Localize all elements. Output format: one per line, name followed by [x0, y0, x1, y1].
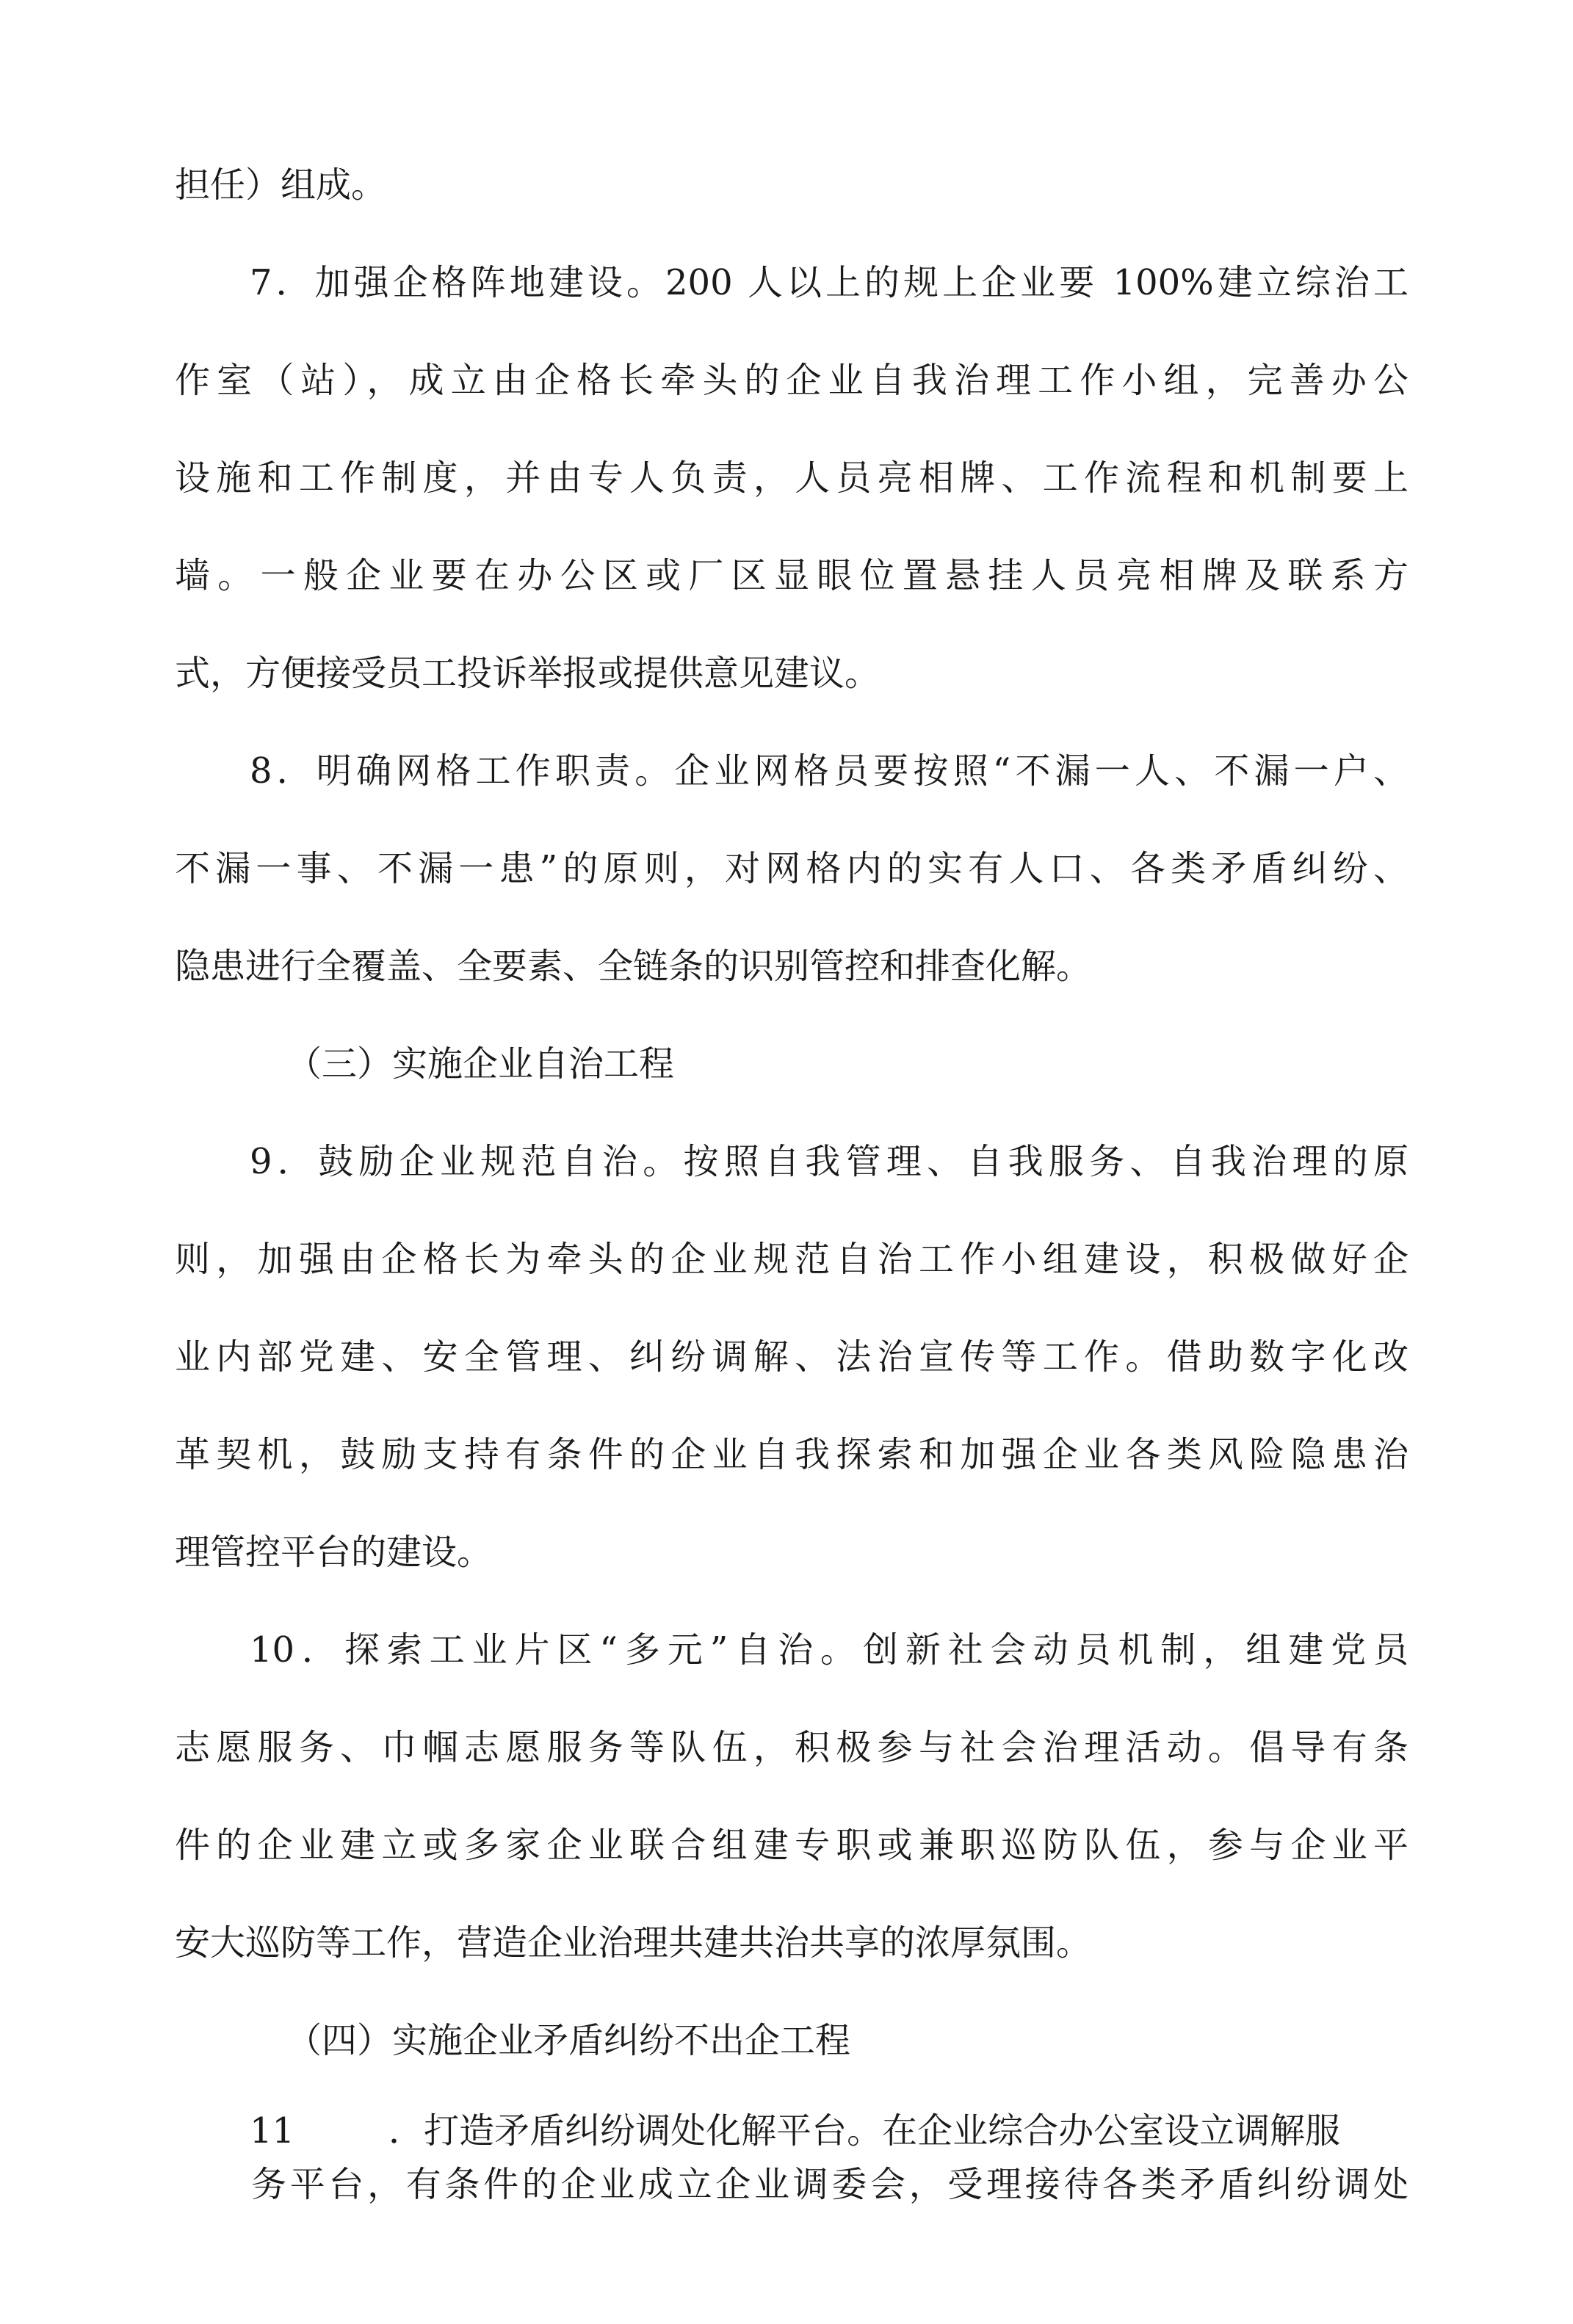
- paragraph-7-line-1: 7．加强企格阵地建设。200 人以上的规上企业要 100%建立综治工: [250, 262, 1409, 303]
- paragraph-10-line-4: 安大巡防等工作，营造企业治理共建共治共享的浓厚氛围。: [175, 1922, 1092, 1963]
- paragraph-6-tail-line: 担任）组成。: [175, 164, 387, 206]
- paragraph-9-line-5: 理管控平台的建设。: [175, 1532, 493, 1573]
- paragraph-10-line-1: 10．探索工业片区“多元”自治。创新社会动员机制，组建党员: [250, 1629, 1409, 1670]
- paragraph-11-line-1: [250, 2102, 1409, 2160]
- paragraph-10-line-3: 件的企业建立或多家企业联合组建专职或兼职巡防队伍，参与企业平: [175, 1825, 1409, 1866]
- paragraph-9-line-2: 则，加强由企格长为牵头的企业规范自治工作小组建设，积极做好企: [175, 1239, 1409, 1280]
- paragraph-10-line-2: 志愿服务、巾帼志愿服务等队伍，积极参与社会治理活动。倡导有条: [175, 1727, 1409, 1768]
- paragraph-7-line-4: 墙。一般企业要在办公区或厂区显眼位置悬挂人员亮相牌及联系方: [175, 555, 1409, 596]
- paragraph-9-line-4: 革契机，鼓励支持有条件的企业自我探索和加强企业各类风险隐患治: [175, 1434, 1409, 1475]
- paragraph-7-line-5: 式，方便接受员工投诉举报或提供意见建议。: [175, 653, 880, 694]
- section-heading-3: （三）实施企业自治工程: [286, 1043, 675, 1085]
- paragraph-11-line-1-text: ．打造矛盾纠纷调处化解平台。在企业综合办公室设立调解服: [388, 2110, 1341, 2151]
- paragraph-7-line-2: 作室（站），成立由企格长牵头的企业自我治理工作小组，完善办公: [175, 360, 1409, 401]
- paragraph-11-number: 11: [250, 2110, 295, 2151]
- paragraph-9-line-3: 业内部党建、安全管理、纠纷调解、法治宣传等工作。借助数字化改: [175, 1336, 1409, 1378]
- paragraph-8-line-3: 隐患进行全覆盖、全要素、全链条的识别管控和排查化解。: [175, 946, 1092, 987]
- paragraph-8-line-2: 不漏一事、不漏一患”的原则，对网格内的实有人口、各类矛盾纠纷、: [175, 848, 1409, 889]
- paragraph-11-line-2: 务平台，有条件的企业成立企业调委会，受理接待各类矛盾纠纷调处: [251, 2164, 1409, 2205]
- section-heading-4: （四）实施企业矛盾纠纷不出企工程: [286, 2020, 851, 2061]
- paragraph-7-line-3: 设施和工作制度，并由专人负责，人员亮相牌、工作流程和机制要上: [175, 457, 1409, 499]
- paragraph-9-line-1: 9．鼓励企业规范自治。按照自我管理、自我服务、自我治理的原: [250, 1141, 1409, 1182]
- paragraph-8-line-1: 8．明确网格工作职责。企业网格员要按照“不漏一人、不漏一户、: [250, 750, 1409, 792]
